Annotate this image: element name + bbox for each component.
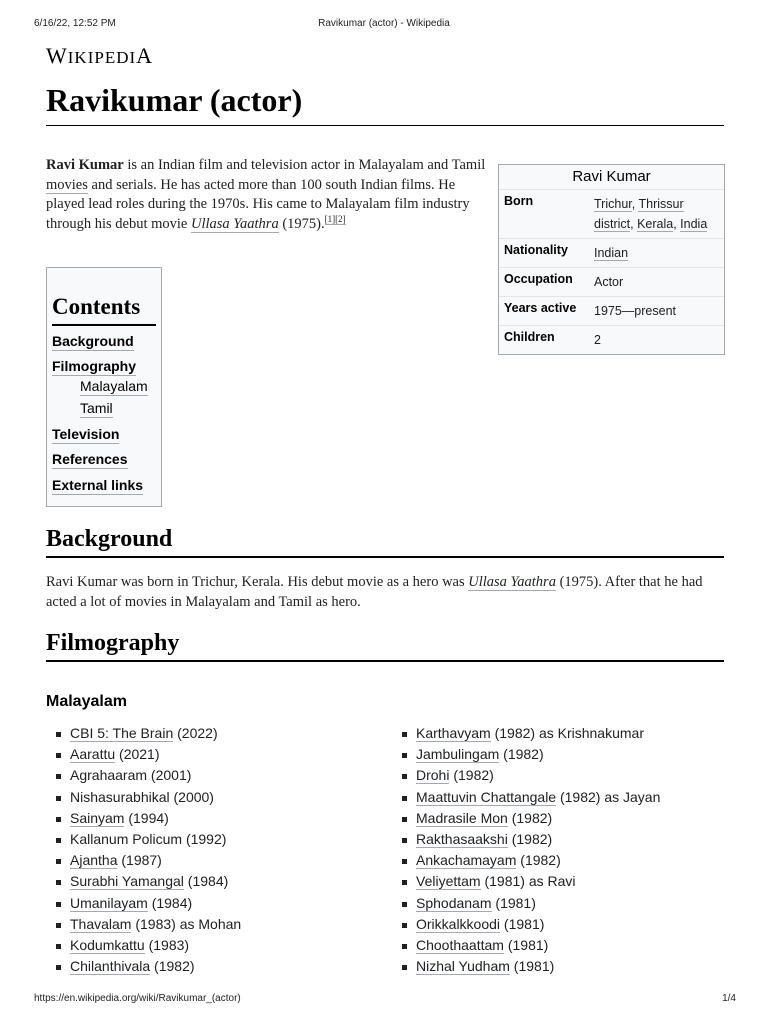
film-year: (1984) — [183, 873, 229, 890]
section-divider — [46, 660, 724, 662]
lead-bold-name: Ravi Kumar — [46, 157, 124, 173]
wikipedia-wordmark[interactable] — [46, 43, 153, 69]
film-year: (1982) as Jayan — [556, 788, 661, 805]
film-list-item — [46, 957, 241, 978]
print-url: https://en.wikipedia.org/wiki/Ravikumar_(actor) — [34, 993, 241, 1004]
film-list-item — [392, 766, 660, 787]
film-year: (1982) — [499, 746, 544, 763]
film-list-item — [392, 915, 660, 936]
film-year: (2022) — [173, 725, 218, 741]
film-list-item — [46, 915, 241, 936]
film-year: (1982) — [507, 809, 553, 826]
film-title-link[interactable]: Rakthasaakshi — [416, 830, 508, 847]
lead-paragraph — [46, 156, 486, 234]
film-title-link[interactable]: Kodumkattu — [70, 936, 145, 953]
film-title: Agrahaaram — [70, 767, 148, 784]
film-title-link[interactable]: Ankachamayam — [416, 852, 517, 869]
film-list-item — [392, 957, 660, 978]
toc-item-tamil[interactable]: Tamil — [80, 400, 113, 416]
film-list-right — [392, 724, 660, 978]
film-list-item — [46, 830, 241, 851]
link-india[interactable]: India — [680, 217, 708, 231]
film-year: (1983) as Mohan — [131, 915, 242, 932]
film-year: (1984) — [147, 894, 193, 911]
film-list-item — [392, 724, 660, 745]
film-year: (1983) — [144, 936, 190, 953]
toc-item-television[interactable]: Television — [52, 426, 120, 442]
film-title-link[interactable]: Sphodanam — [416, 894, 492, 911]
film-list-item — [392, 745, 660, 766]
infobox-value: 2 — [589, 326, 724, 355]
film-list-left — [46, 724, 241, 978]
link-thrissur-district[interactable]: Thrissur district — [594, 197, 684, 231]
lead-text-1: is an Indian film and television actor in Malayalam and Tamil — [123, 157, 486, 173]
infobox-row-occupation — [499, 268, 724, 297]
lead-text-3: (1975). — [278, 215, 325, 232]
toc-item-malayalam[interactable]: Malayalam — [80, 378, 148, 394]
background-paragraph — [46, 573, 726, 612]
film-title-link[interactable]: Thavalam — [70, 915, 132, 932]
print-page-number: 1/4 — [722, 993, 736, 1004]
film-year: (1982) — [507, 830, 553, 847]
toc-divider — [52, 324, 156, 326]
toc-item-references[interactable]: References — [52, 451, 128, 467]
infobox-label: Born — [499, 190, 589, 239]
film-year: (1982) — [449, 767, 494, 784]
film-title-link[interactable]: Sainyam — [70, 809, 125, 826]
film-list-item — [392, 894, 660, 915]
film-title: Nishasurabhikal — [70, 788, 170, 805]
film-year: (1982) as Krishnakumar — [490, 725, 644, 741]
film-title-link[interactable]: Surabhi Yamangal — [70, 873, 184, 890]
toc-item-background[interactable]: Background — [52, 333, 134, 349]
infobox-label: Children — [499, 326, 589, 355]
link-movies[interactable]: movies — [46, 176, 88, 193]
film-title-link[interactable]: Nizhal Yudham — [416, 958, 510, 975]
infobox-value: 1975—present — [589, 297, 724, 326]
infobox — [498, 164, 725, 355]
film-title-link[interactable]: Veliyettam — [416, 873, 481, 890]
toc-item-external-links[interactable]: External links — [52, 477, 144, 493]
film-title: Kallanum Policum — [70, 830, 183, 847]
film-title-link[interactable]: Ajantha — [70, 852, 118, 869]
table-of-contents — [46, 267, 162, 507]
print-doc-title: Ravikumar (actor) - Wikipedia — [318, 18, 450, 29]
film-year: (1981) — [500, 915, 545, 932]
link-indian[interactable]: Indian — [594, 246, 629, 260]
film-list-item — [392, 809, 660, 830]
film-year: (1994) — [124, 809, 169, 826]
film-year: (2000) — [169, 788, 214, 805]
page-title: Ravikumar (actor) — [46, 82, 303, 118]
infobox-row-nationality — [499, 239, 724, 268]
film-list-item — [46, 936, 241, 957]
separator: , — [630, 217, 638, 231]
film-title-link[interactable]: Jambulingam — [416, 746, 500, 763]
subheading-malayalam: Malayalam — [46, 693, 127, 710]
film-title-link[interactable]: Orikkalkkoodi — [416, 915, 501, 932]
film-list-item — [46, 872, 241, 893]
separator: , — [631, 197, 639, 211]
film-list-item — [46, 745, 241, 766]
film-list-item — [392, 936, 660, 957]
film-year: (2021) — [115, 746, 160, 763]
toc-title: Contents — [52, 294, 141, 319]
lead-text-2: and serials. He has acted more than 100 south Indian films. He played lead roles during the 1970s. His came to Malayalam film industry through his debut movie — [46, 176, 470, 232]
infobox-table — [499, 189, 724, 354]
film-year: (1982) — [150, 958, 195, 975]
film-title-link[interactable]: Maattuvin Chattangale — [416, 788, 557, 805]
section-heading-background: Background — [46, 526, 173, 552]
film-list-item — [46, 766, 241, 787]
film-title-link[interactable]: Umanilayam — [70, 894, 148, 911]
film-year: (1981) — [509, 958, 555, 975]
film-year: (1992) — [182, 830, 227, 847]
film-list-item — [392, 851, 660, 872]
film-title-link[interactable]: Choothaattam — [416, 936, 504, 953]
film-title-link[interactable]: Drohi — [416, 767, 450, 784]
infobox-row-born — [499, 190, 724, 239]
section-heading-filmography: Filmography — [46, 630, 180, 656]
film-list-item — [46, 894, 241, 915]
film-title-link[interactable]: CBI 5: The Brain — [70, 725, 174, 741]
film-year: (1982) — [516, 852, 561, 869]
film-list-item — [392, 788, 660, 809]
wordmark-middle: IKIPEDI — [67, 48, 137, 67]
film-year: (1981) — [503, 936, 549, 953]
film-list-item — [46, 809, 241, 830]
film-list-item — [392, 872, 660, 893]
wordmark-first: W — [46, 43, 68, 68]
link-kerala[interactable]: Kerala — [637, 217, 674, 231]
film-year: (1987) — [117, 852, 162, 869]
film-year: (1981) as Ravi — [480, 873, 576, 890]
link-ullasa-yaathra[interactable]: Ullasa Yaathra — [191, 215, 279, 232]
film-year: (1981) — [491, 894, 536, 911]
infobox-value: Actor — [589, 268, 724, 297]
film-title-link[interactable]: Madrasile Mon — [416, 809, 508, 826]
link-ullasa-yaathra-2[interactable]: Ullasa Yaathra — [468, 574, 556, 590]
wordmark-last: A — [136, 43, 154, 68]
infobox-label: Years active — [499, 297, 589, 326]
film-list-item — [392, 830, 660, 851]
film-list-item — [46, 724, 241, 745]
link-trichur[interactable]: Trichur — [594, 197, 632, 211]
film-list-item — [46, 788, 241, 809]
film-title-link[interactable]: Chilanthivala — [70, 958, 151, 975]
toc-item-filmography[interactable]: Filmography — [52, 358, 137, 374]
separator: , — [673, 217, 681, 231]
reference-links[interactable]: [1][2] — [324, 213, 346, 224]
background-text-2: (1975). After that he had acted a lot of movies in Malayalam and Tamil as hero. — [46, 574, 703, 610]
infobox-label: Occupation — [499, 268, 589, 297]
infobox-value-born — [589, 190, 724, 239]
infobox-row-children — [499, 326, 724, 355]
infobox-row-years-active — [499, 297, 724, 326]
film-list-item — [46, 851, 241, 872]
infobox-title: Ravi Kumar — [572, 168, 651, 185]
infobox-value — [589, 239, 724, 268]
background-text-1: Ravi Kumar was born in Trichur, Kerala. His debut movie as a hero was — [46, 574, 469, 590]
film-title-link[interactable]: Aarattu — [70, 746, 116, 763]
section-divider — [46, 556, 724, 558]
title-divider — [46, 125, 724, 126]
film-year: (2001) — [147, 767, 192, 784]
print-datetime: 6/16/22, 12:52 PM — [34, 18, 116, 29]
infobox-label: Nationality — [499, 239, 589, 268]
film-title-link[interactable]: Karthavyam — [416, 725, 491, 741]
